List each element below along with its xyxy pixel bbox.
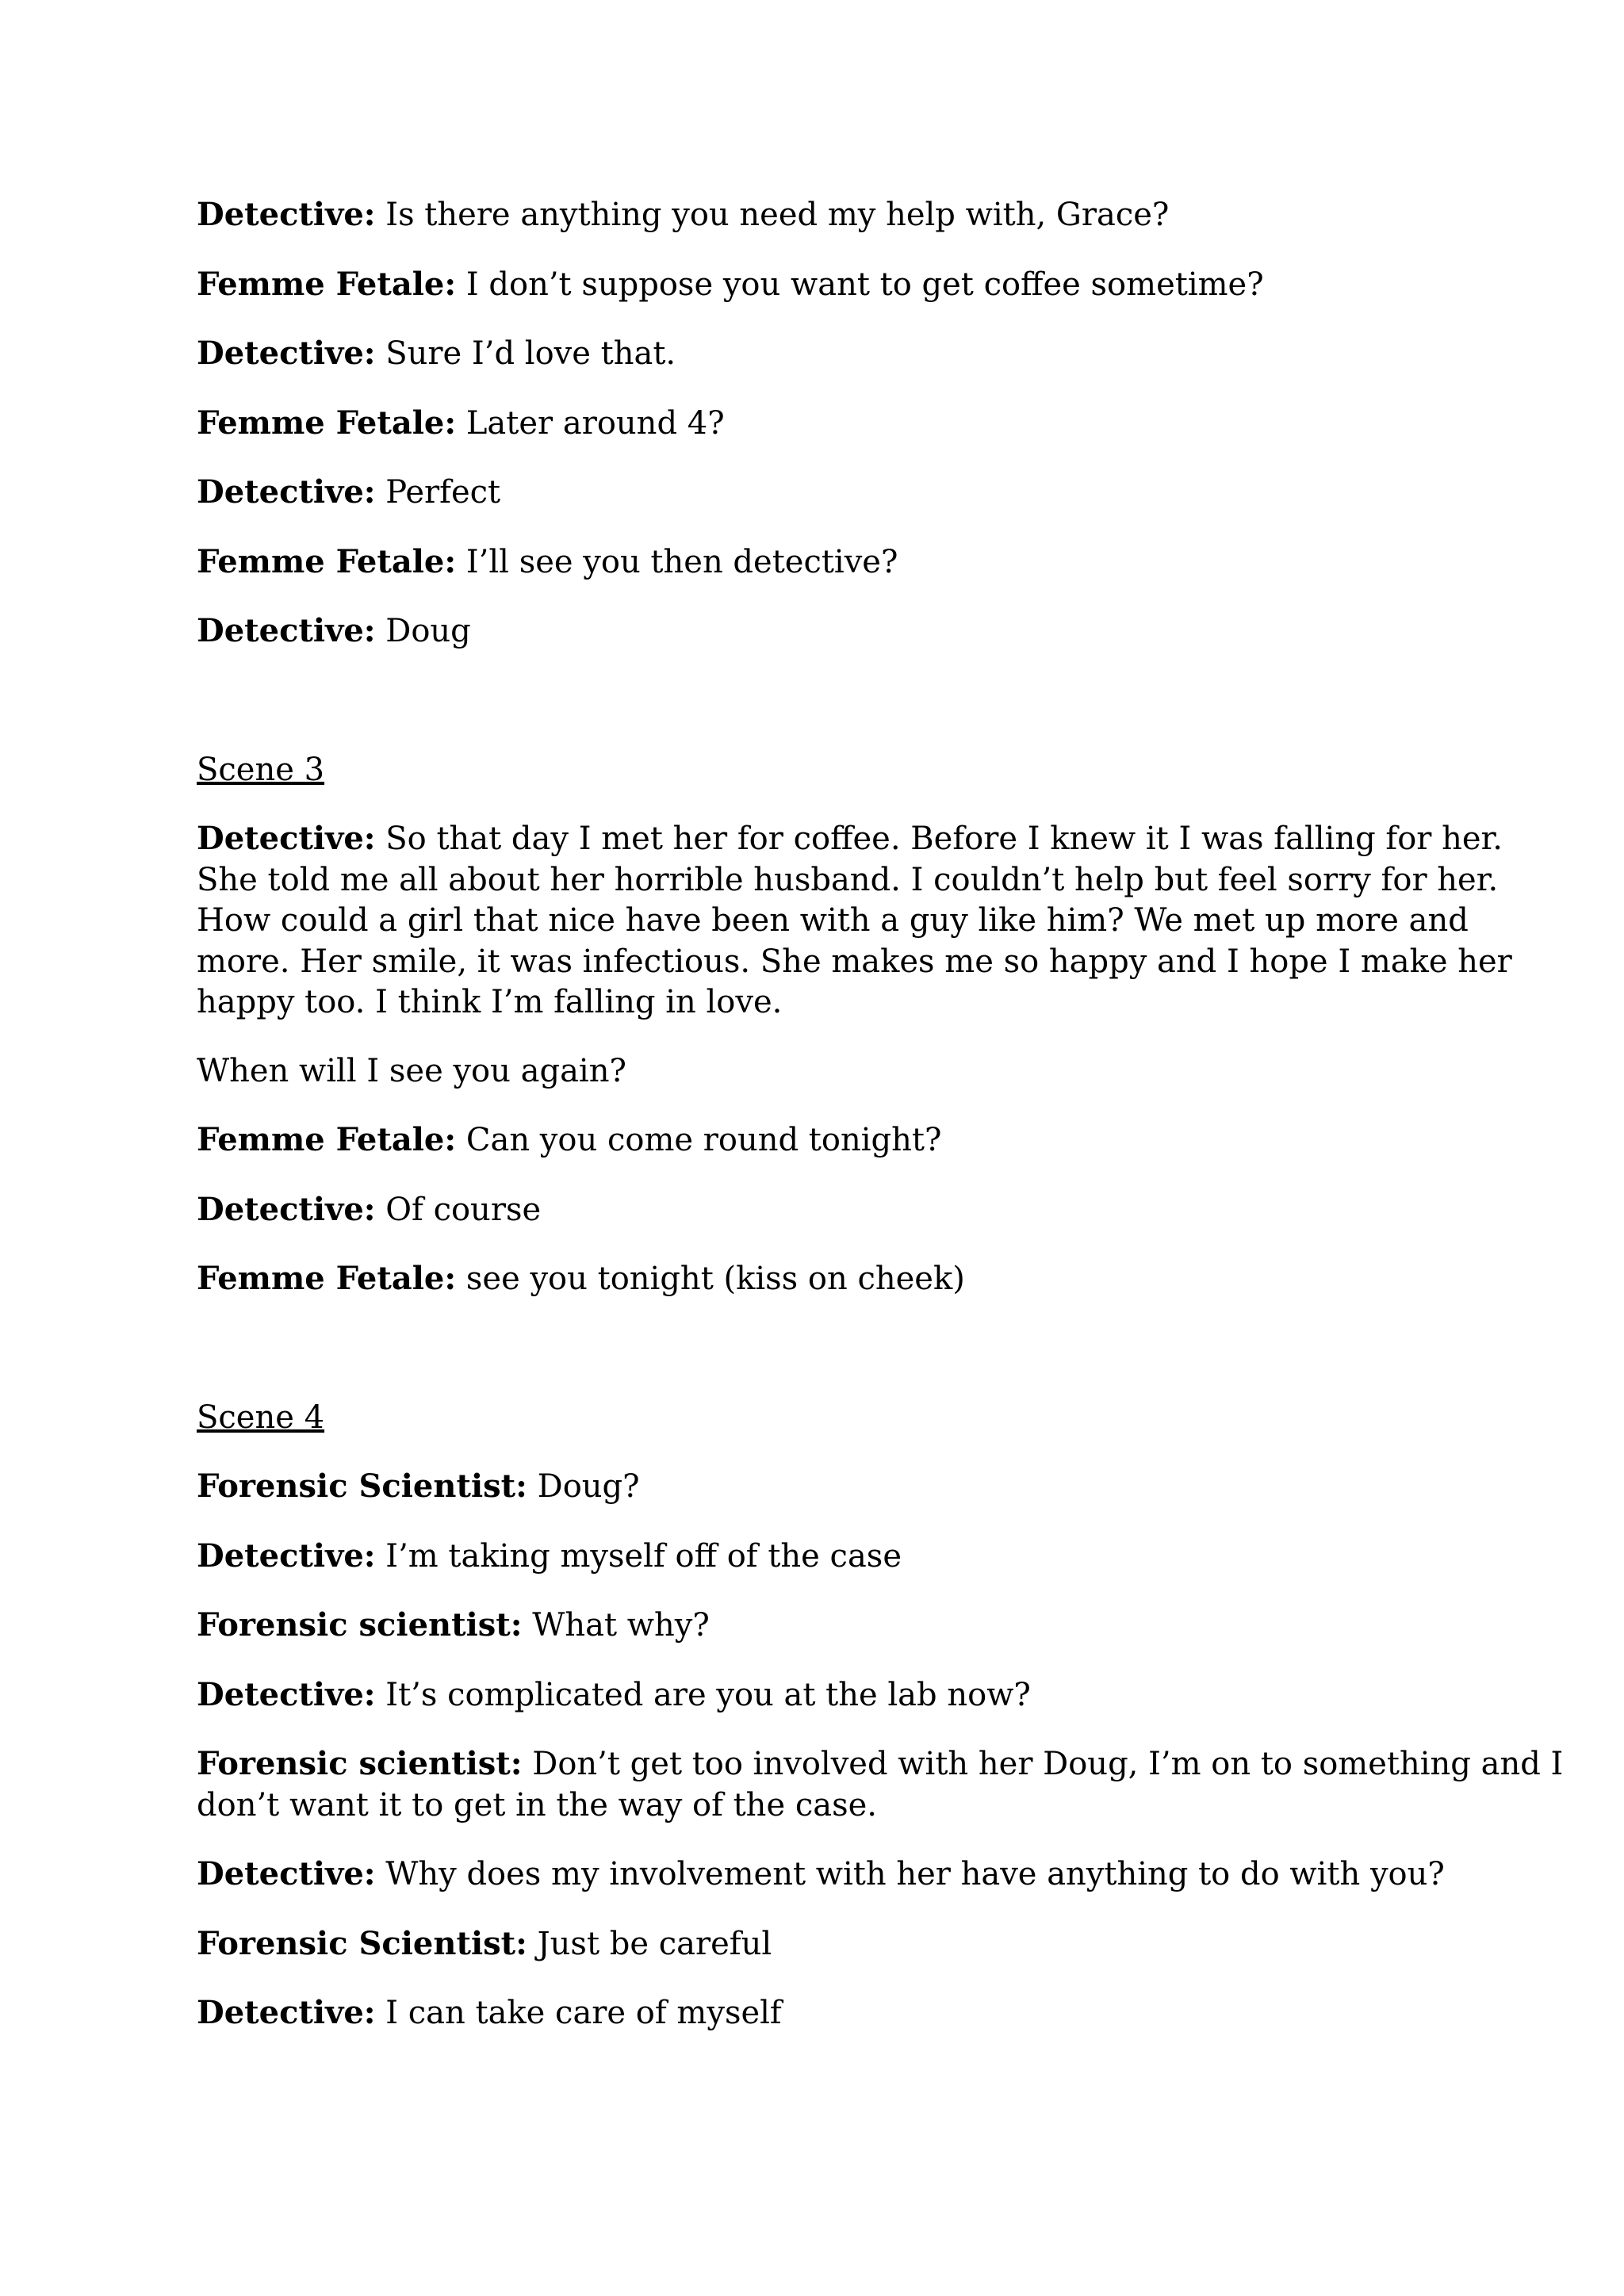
- dialogue-text: I don’t suppose you want to get coffee sometime?: [456, 266, 1264, 303]
- dialogue-text: Of course: [375, 1191, 542, 1228]
- script-content: [197, 194, 1564, 2062]
- dialogue-line: [197, 264, 1450, 306]
- dialogue-line: [197, 1258, 1450, 1300]
- speaker-name: Detective:: [197, 335, 376, 372]
- dialogue-text: see you tonight (kiss on cheek): [456, 1261, 965, 1297]
- monologue-line: more. Her smile, it was infectious. She makes me so happy and I hope I make her: [197, 943, 1512, 980]
- dialogue-text: Doug: [375, 613, 471, 649]
- dialogue-text: I’ll see you then detective?: [456, 543, 898, 580]
- speaker-name: Femme Fetale:: [197, 1121, 457, 1158]
- speaker-name: Detective:: [197, 1536, 376, 1575]
- dialogue-line: [197, 1466, 1450, 1508]
- speaker-name: Forensic scientist:: [197, 1745, 523, 1782]
- monologue-text: So that day I met her for coffee. Before I knew it I was falling for her.: [375, 821, 1503, 857]
- dialogue-line: [197, 1674, 1450, 1716]
- scene-heading: Scene 4: [197, 1399, 325, 1436]
- dialogue-line-part: [197, 1743, 1564, 1785]
- dialogue-line: [197, 1605, 1450, 1647]
- speaker-name: Detective:: [197, 1190, 376, 1228]
- dialogue-text: Sure I’d love that.: [375, 335, 676, 372]
- dialogue-line: [197, 1743, 1564, 1826]
- dialogue-line: [197, 1119, 1450, 1161]
- monologue-line: She told me all about her horrible husband. I couldn’t help but feel sorry for her.: [197, 861, 1499, 898]
- speaker-name: Forensic Scientist:: [197, 1924, 527, 1962]
- dialogue-text: Can you come round tonight?: [456, 1122, 942, 1158]
- speaker-name: Femme Fetale:: [197, 404, 457, 442]
- dialogue-text: Perfect: [375, 474, 501, 511]
- monologue-line: How could a girl that nice have been with a guy like him? We met up more and: [197, 902, 1469, 939]
- speaker-name: Detective:: [197, 1994, 376, 2031]
- speaker-name: Forensic Scientist:: [197, 1468, 527, 1505]
- monologue-paragraph: [197, 818, 1512, 1024]
- dialogue-line: [197, 472, 1450, 514]
- monologue-line: happy too. I think I’m falling in love.: [197, 984, 783, 1020]
- dialogue-text: I’m taking myself off of the case: [375, 1537, 902, 1575]
- speaker-name: Detective:: [197, 820, 376, 857]
- dialogue-line: [197, 1992, 1450, 2034]
- dialogue-line: [197, 403, 1450, 445]
- dialogue-text: Doug?: [527, 1468, 640, 1505]
- dialogue-line: [197, 1854, 1450, 1896]
- dialogue-line: [197, 1923, 1450, 1965]
- speaker-name: Detective:: [197, 612, 376, 649]
- dialogue-text: It’s complicated are you at the lab now?: [375, 1676, 1031, 1713]
- dialogue-text: Just be careful: [527, 1925, 772, 1962]
- speaker-name: Detective:: [197, 1855, 376, 1892]
- monologue-line: [197, 818, 1503, 860]
- dialogue-line: [197, 194, 1450, 236]
- dialogue-line: [197, 1189, 1450, 1231]
- scene-heading: Scene 3: [197, 751, 325, 788]
- speaker-name: Detective:: [197, 1675, 376, 1713]
- dialogue-line: [197, 610, 1450, 652]
- speaker-name: Forensic scientist:: [197, 1606, 523, 1644]
- dialogue-line-part: don’t want it to get in the way of the case.: [197, 1786, 877, 1823]
- dialogue-text: I can take care of myself: [375, 1995, 782, 2031]
- dialogue-text: What why?: [522, 1607, 710, 1644]
- dialogue-text: Later around 4?: [456, 404, 725, 442]
- dialogue-line: [197, 333, 1450, 375]
- speaker-name: Femme Fetale:: [197, 265, 457, 303]
- dialogue-line: [197, 541, 1450, 584]
- speaker-name: Detective:: [197, 196, 376, 233]
- dialogue-text: Don’t get too involved with her Doug, I’m on to something and I: [522, 1746, 1564, 1782]
- dialogue-text: Is there anything you need my help with, Grace?: [375, 197, 1170, 233]
- speaker-name: Femme Fetale:: [197, 542, 457, 580]
- dialogue-line: [197, 1536, 1450, 1578]
- speaker-name: Detective:: [197, 473, 376, 511]
- speaker-name: Femme Fetale:: [197, 1260, 457, 1297]
- dialogue-plain-line: When will I see you again?: [197, 1052, 626, 1089]
- dialogue-text: Why does my involvement with her have anything to do with you?: [375, 1856, 1445, 1892]
